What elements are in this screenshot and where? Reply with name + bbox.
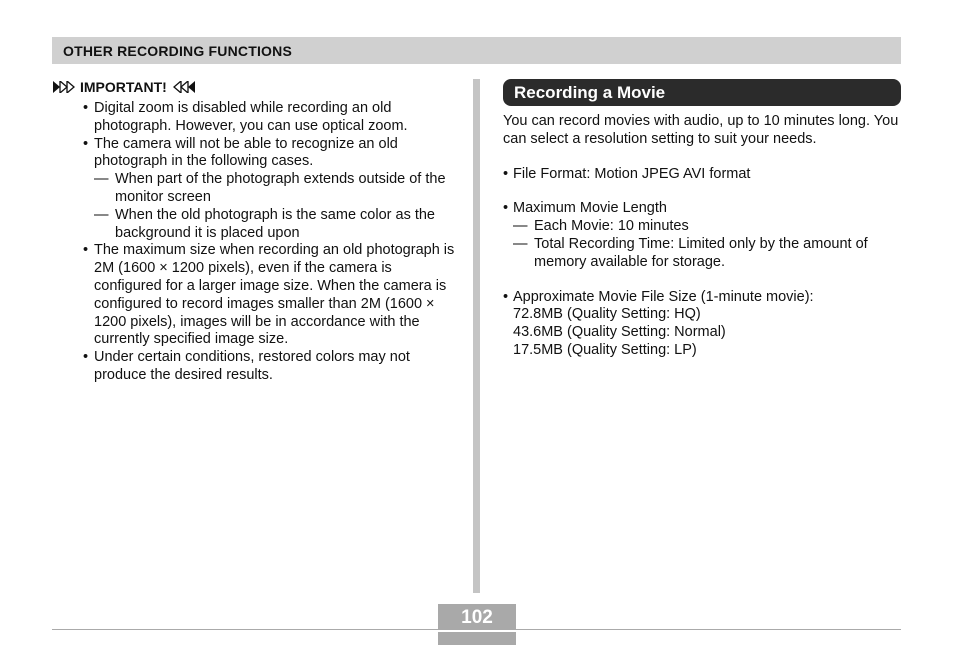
max-length-sub-list — [513, 218, 901, 271]
page-number-box — [438, 604, 516, 645]
important-label: IMPORTANT! — [80, 79, 167, 95]
important-panel — [52, 78, 462, 385]
file-size-item: • Approximate Movie File Size (1-minute movie): 72.8MB (Quality Setting: HQ) 43.6MB (Quality Setting: Normal) 17.5MB (Quality Setting: LP) — [503, 289, 901, 360]
file-format-item: • File Format: Motion JPEG AVI format — [503, 166, 901, 184]
important-list — [52, 100, 462, 385]
section-header-bar — [52, 37, 901, 64]
pointer-left-icon — [173, 81, 196, 93]
sub-list — [94, 171, 462, 242]
movie-spec-list — [503, 166, 901, 360]
file-size-value: 43.6MB (Quality Setting: Normal) — [513, 324, 726, 341]
pointer-right-icon — [52, 81, 75, 93]
list-item: • Under certain conditions, restored colors may not produce the desired results. — [52, 349, 462, 385]
section-title: Recording a Movie — [503, 79, 901, 106]
page-box-divider — [438, 630, 516, 632]
sub-list-item: — Each Movie: 10 minutes — [513, 218, 901, 236]
intro-text: You can record movies with audio, up to 10 minutes long. You can select a resolution setting to suit your needs. — [503, 113, 899, 147]
max-length-item: • Maximum Movie Length — Each Movie: 10 minutes — Total Recording Time: Limited only by the amount of memory available for storage. — [503, 200, 901, 271]
recording-movie-section — [503, 79, 901, 360]
list-item: • The maximum size when recording an old photograph is 2M (1600 × 1200 pixels), even if the camera is configured for a larger image size. When the camera is configured to record images smaller than 2M (1600 × 1200 pixels), images will be in accordance with the currently specified image size. — [52, 242, 462, 349]
section-header-title: OTHER RECORDING FUNCTIONS — [63, 43, 292, 59]
sub-list-item: — When part of the photograph extends outside of the monitor screen — [94, 171, 462, 207]
sub-list-item: — Total Recording Time: Limited only by the amount of memory available for storage. — [513, 236, 901, 272]
file-size-value: 17.5MB (Quality Setting: LP) — [513, 341, 697, 358]
list-item: • The camera will not be able to recognize an old photograph in the following cases. — When part of the photograph extends outside of the monitor screen — When the old photograph is the same color as the background it is placed upon — [52, 136, 462, 243]
important-heading — [52, 78, 462, 96]
file-size-value: 72.8MB (Quality Setting: HQ) — [513, 306, 701, 323]
column-divider — [473, 79, 480, 593]
list-item: • Digital zoom is disabled while recording an old photograph. However, you can use optical zoom. — [52, 100, 462, 136]
page-number: 102 — [461, 607, 493, 628]
file-size-values — [513, 306, 901, 359]
sub-list-item: — When the old photograph is the same color as the background it is placed upon — [94, 207, 462, 243]
